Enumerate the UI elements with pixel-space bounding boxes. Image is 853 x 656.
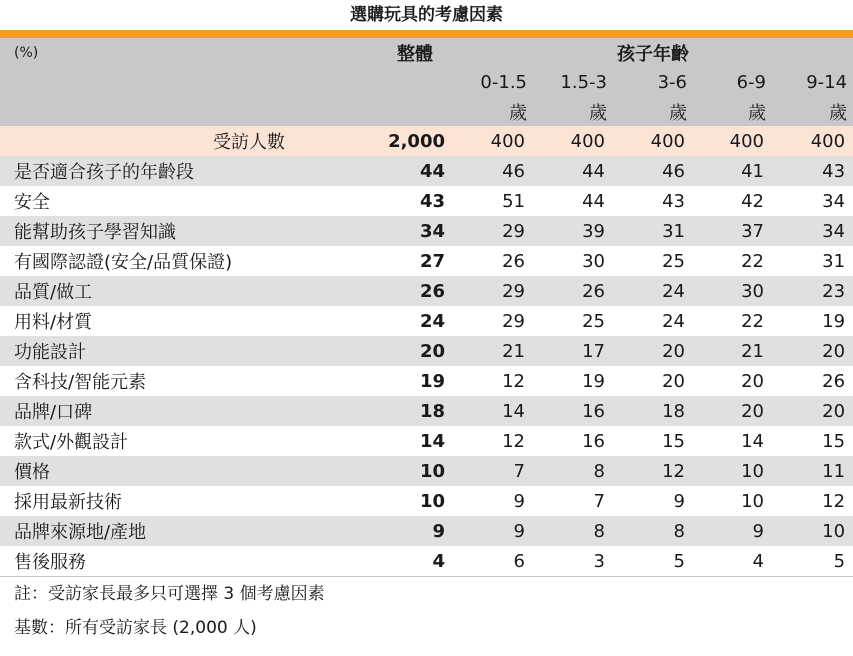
age-value: 9: [673, 490, 685, 512]
age-value: 51: [502, 190, 525, 212]
factor-label: 品質/做工: [0, 276, 305, 306]
factor-label: 品牌/口碑: [0, 396, 305, 426]
age-value: 20: [693, 396, 772, 426]
table-row: [0, 516, 853, 546]
age-value: 18: [613, 396, 693, 426]
overall-value: 4: [432, 550, 445, 572]
factor-label: 採用最新技術: [14, 492, 122, 513]
age-value: 21: [693, 336, 772, 366]
age-value: 29: [453, 276, 533, 306]
age-value: 41: [693, 156, 772, 186]
age-value: 20: [662, 370, 685, 392]
age-value: 37: [693, 216, 772, 246]
age-value: 12: [502, 370, 525, 392]
age-value: 14: [741, 430, 764, 452]
table-row: [0, 366, 853, 396]
table-row: [0, 456, 853, 486]
age-value: 34: [772, 216, 853, 246]
age-value: 43: [772, 156, 853, 186]
overall-value: 18: [305, 396, 453, 426]
table-row: [0, 306, 853, 336]
age-value: 39: [533, 216, 613, 246]
age-value: 8: [613, 516, 693, 546]
table-header: [0, 38, 853, 126]
overall-value: 14: [419, 430, 445, 452]
base-note: 基數：所有受訪家長 (2,000 人): [14, 618, 257, 638]
factor-label: 有國際認證(安全/品質保證): [14, 252, 233, 273]
age-value: 20: [741, 370, 764, 392]
age-value: 29: [453, 216, 533, 246]
age-value: 26: [822, 370, 846, 392]
age-value: 43: [662, 190, 685, 212]
age-value: 29: [502, 310, 525, 332]
respondent-label: 受訪人數: [0, 126, 305, 156]
age-unit-label: 歲: [533, 97, 613, 126]
respondent-count-row: [0, 126, 853, 156]
respondent-value: 400: [453, 126, 533, 156]
overall-value: 9: [305, 516, 453, 546]
age-value: 22: [741, 250, 764, 272]
table-row: [0, 426, 853, 456]
age-value: 11: [772, 456, 853, 486]
age-value: 46: [613, 156, 693, 186]
table-row: [0, 216, 853, 246]
table-row: [0, 336, 853, 366]
factor-label: 用料/材質: [14, 312, 93, 333]
factor-label: 款式/外觀設計: [14, 432, 129, 453]
table-body: [0, 156, 853, 577]
age-value: 26: [533, 276, 613, 306]
age-value: 10: [741, 490, 764, 512]
overall-value: 20: [305, 336, 453, 366]
age-value: 6: [513, 550, 525, 572]
age-value: 7: [593, 490, 605, 512]
age-value: 20: [613, 336, 693, 366]
age-value: 8: [533, 516, 613, 546]
age-value: 10: [693, 456, 772, 486]
age-value: 9: [513, 490, 525, 512]
age-value: 10: [772, 516, 853, 546]
age-value: 44: [582, 190, 605, 212]
table-row: [0, 246, 853, 276]
age-value: 16: [533, 396, 613, 426]
overall-value: 26: [305, 276, 453, 306]
age-unit-label: 歲: [693, 97, 772, 126]
table-row: [0, 546, 853, 577]
age-value: 20: [772, 336, 853, 366]
age-value: 9: [693, 516, 772, 546]
table-row: [0, 396, 853, 426]
age-value: 12: [502, 430, 525, 452]
age-value: 17: [533, 336, 613, 366]
factor-label: 安全: [14, 192, 50, 213]
age-range-header: 1.5-3: [533, 68, 613, 97]
overall-header: 整體: [305, 38, 453, 68]
table-row: [0, 156, 853, 186]
overall-value: 19: [419, 370, 445, 392]
age-value: 44: [533, 156, 613, 186]
age-value: 21: [453, 336, 533, 366]
age-value: 20: [772, 396, 853, 426]
factor-label: 含科技/智能元素: [14, 372, 147, 393]
age-unit-label: 歲: [772, 97, 853, 126]
age-value: 31: [822, 250, 846, 272]
age-value: 30: [582, 250, 605, 272]
age-value: 19: [582, 370, 605, 392]
age-value: 31: [613, 216, 693, 246]
age-value: 26: [502, 250, 525, 272]
overall-value: 34: [305, 216, 453, 246]
footnote: 註：受訪家長最多只可選擇 3 個考慮因素: [14, 584, 325, 604]
age-value: 9: [453, 516, 533, 546]
factor-label: 品牌來源地/產地: [0, 516, 305, 546]
overall-value: 24: [419, 310, 445, 332]
overall-value: 10: [419, 490, 445, 512]
age-unit-label: 歲: [453, 97, 533, 126]
age-range-header: 3-6: [613, 68, 693, 97]
table-title: 選購玩具的考慮因素: [350, 5, 503, 25]
age-value: 12: [822, 490, 846, 512]
age-value: 5: [673, 550, 685, 572]
age-unit-label: 歲: [613, 97, 693, 126]
respondent-value: 400: [533, 126, 613, 156]
respondent-value: 400: [613, 126, 693, 156]
overall-value: 43: [419, 190, 445, 212]
table-row: [0, 486, 853, 516]
age-value: 24: [662, 310, 685, 332]
age-range-header: 6-9: [693, 68, 772, 97]
accent-bar: [0, 30, 853, 38]
factor-label: 功能設計: [0, 336, 305, 366]
age-value: 23: [772, 276, 853, 306]
age-range-header: 0-1.5: [453, 68, 533, 97]
factor-label: 價格: [0, 456, 305, 486]
consideration-table: [0, 38, 853, 577]
respondent-overall: 2,000: [305, 126, 453, 156]
respondent-value: 400: [772, 126, 853, 156]
age-value: 4: [752, 550, 764, 572]
factor-label: 是否適合孩子的年齡段: [0, 156, 305, 186]
age-value: 3: [593, 550, 605, 572]
age-value: 8: [533, 456, 613, 486]
age-value: 22: [741, 310, 764, 332]
factor-label: 能幫助孩子學習知識: [0, 216, 305, 246]
age-value: 15: [822, 430, 846, 452]
table-row: [0, 276, 853, 306]
age-value: 15: [662, 430, 685, 452]
age-value: 25: [662, 250, 685, 272]
age-group-header: 孩子年齡: [453, 38, 853, 68]
respondent-value: 400: [693, 126, 772, 156]
age-value: 46: [453, 156, 533, 186]
age-value: 24: [613, 276, 693, 306]
age-value: 14: [453, 396, 533, 426]
age-value: 5: [833, 550, 846, 572]
age-value: 42: [741, 190, 764, 212]
factor-label: 售後服務: [14, 552, 86, 573]
table-row: [0, 186, 853, 216]
age-value: 19: [822, 310, 846, 332]
age-value: 16: [582, 430, 605, 452]
overall-value: 27: [419, 250, 445, 272]
age-value: 12: [613, 456, 693, 486]
age-value: 34: [822, 190, 846, 212]
percent-label: (%): [0, 38, 305, 68]
age-range-header: 9-14: [772, 68, 853, 97]
age-value: 30: [693, 276, 772, 306]
overall-value: 10: [305, 456, 453, 486]
age-value: 25: [582, 310, 605, 332]
overall-value: 44: [305, 156, 453, 186]
age-value: 7: [453, 456, 533, 486]
